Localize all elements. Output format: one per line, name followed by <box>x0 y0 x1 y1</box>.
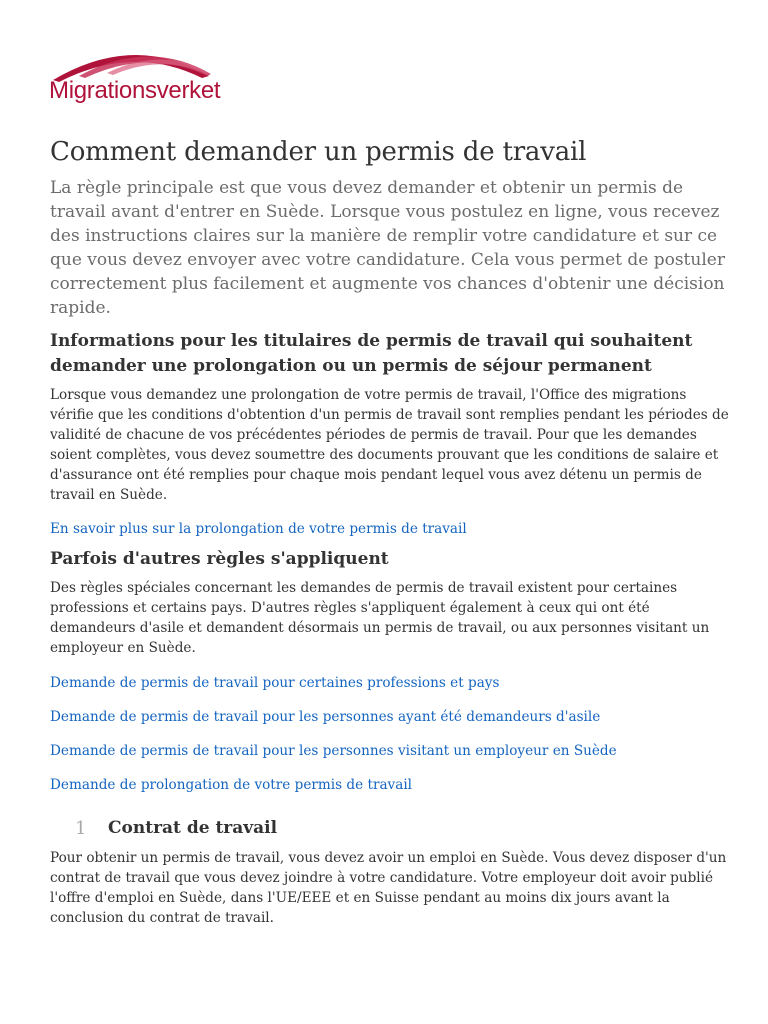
section-body-other-rules: Des règles spéciales concernant les demandes de permis de travail existent pour certaines professions et certains pays. D'autres règles s'appliquent également à ceux qui ont été demandeurs d'asile et demandent désormais un permis de travail, ou aux personnes visitant un employeur en Suède. <box>50 580 710 656</box>
page-title: Comment demander un permis de travail <box>50 137 587 167</box>
link-visiting-employer[interactable]: Demande de permis de travail pour les personnes visitant un employeur en Suède <box>50 743 617 759</box>
step-number: 1 <box>75 818 87 839</box>
lead-paragraph: La règle principale est que vous devez demander et obtenir un permis de travail avant d'entrer en Suède. Lorsque vous postulez en ligne, vous recevez des instructions claires sur la manière de remplir votre candidature et sur ce que vous devez envoyer avec votre candidature. Cela vous permet de postuler correctement plus facilement et augmente vos chances d'obtenir une décision rapide. <box>50 178 725 318</box>
link-extension-application[interactable]: Demande de prolongation de votre permis de travail <box>50 777 413 793</box>
migrationsverket-logo[interactable] <box>49 40 229 108</box>
main-content <box>50 134 730 928</box>
section-heading-other-rules: Parfois d'autres règles s'appliquent <box>50 549 389 569</box>
link-asylum-seekers[interactable]: Demande de permis de travail pour les personnes ayant été demandeurs d'asile <box>50 709 601 725</box>
step-title: Contrat de travail <box>108 818 278 838</box>
step-1-body: Pour obtenir un permis de travail, vous devez avoir un emploi en Suède. Vous devez disposer d'un contrat de travail que vous devez joindre à votre candidature. Votre employeur doit avoir publié l'offre d'emploi en Suède, dans l'UE/EEE et en Suisse pendant au moins dix jours avant la conclusion du contrat de travail. <box>50 850 727 926</box>
related-links <box>50 673 730 795</box>
logo-arc-icon <box>49 40 229 82</box>
step-1-header <box>50 816 730 842</box>
section-heading-extension: Informations pour les titulaires de permis de travail qui souhaitent demander une prolongation ou un permis de séjour permanent <box>50 331 693 376</box>
section-body-extension: Lorsque vous demandez une prolongation de votre permis de travail, l'Office des migrations vérifie que les conditions d'obtention d'un permis de travail sont remplies pendant les périodes de validité de chacune de vos précédentes périodes de permis de travail. Pour que les demandes soient complètes, vous devez soumettre des documents prouvant que les conditions de salaire et d'assurance ont été remplies pour chaque mois pendant lequel vous avez détenu un permis de travail en Suède. <box>50 387 729 503</box>
link-extension-info[interactable]: En savoir plus sur la prolongation de votre permis de travail <box>50 521 467 537</box>
link-professions-countries[interactable]: Demande de permis de travail pour certaines professions et pays <box>50 675 500 691</box>
logo-wordmark: Migrationsverket <box>49 77 221 104</box>
